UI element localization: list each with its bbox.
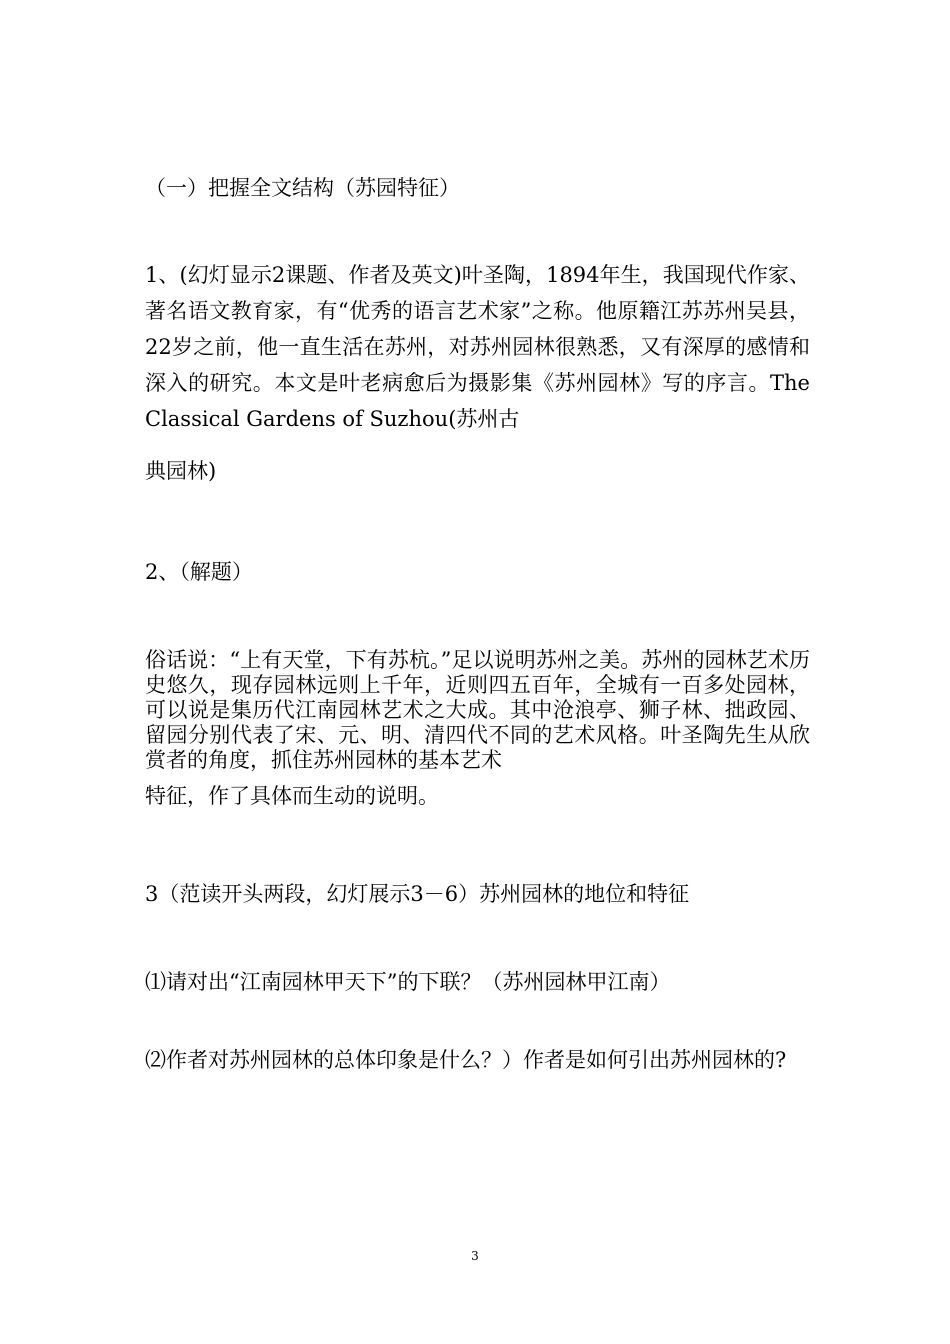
paragraph-reading-instruction: 3（范读开头两段，幻灯展示3－6）苏州园林的地位和特征 (145, 882, 690, 906)
paragraph-title-explanation: 2、（解题） (145, 560, 253, 584)
page-number: 3 (471, 1249, 479, 1263)
paragraph-author-intro-tail: 典园林) (145, 459, 217, 483)
paragraph-folk-saying: 俗话说：“上有天堂，下有苏杭。”足以说明苏州之美。苏州的园林艺术历史悠久，现存园林远则上千年，近则四五百年，全城有一百多处园林，可以说是集历代江南园林艺术之大成。其中沧浪亭、狮子林、拙政园、留园分别代表了宋、元、明、清四代不同的艺术风格。叶圣陶先生从欣赏者的角度，抓住苏州园林的基本艺术 (145, 648, 810, 772)
question-2: ⑵作者对苏州园林的总体印象是什么？）作者是如何引出苏州园林的? (145, 1048, 787, 1072)
paragraph-folk-saying-tail: 特征，作了具体而生动的说明。 (145, 784, 439, 808)
paragraph-author-intro: 1、(幻灯显示2课题、作者及英文)叶圣陶，1894年生，我国现代作家、著名语文教育家，有“优秀的语言艺术家”之称。他原籍江苏苏州吴县，22岁之前，他一直生活在苏州，对苏州园林很熟悉，又有深厚的感情和深入的研究。本文是叶老病愈后为摄影集《苏州园林》写的序言。The Classical Gardens of Suzhou(苏州古 (145, 263, 810, 431)
section-heading: （一）把握全文结构（苏园特征） (145, 176, 460, 200)
question-1: ⑴请对出“江南园林甲天下”的下联？（苏州园林甲江南） (145, 970, 671, 994)
